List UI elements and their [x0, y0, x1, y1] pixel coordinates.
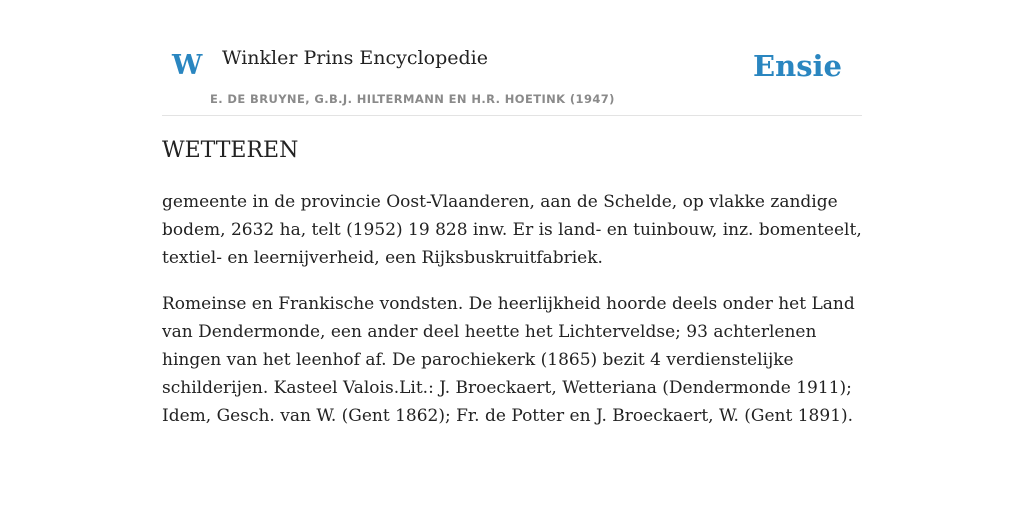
authors-line: E. DE BRUYNE, G.B.J. HILTERMANN EN H.R. HOETINK (1947) [210, 92, 615, 106]
header [162, 36, 862, 116]
book-logo[interactable]: W [172, 50, 203, 81]
article-headword: WETTEREN [162, 138, 299, 163]
book-title[interactable]: Winkler Prins Encyclopedie [222, 47, 488, 69]
article-paragraph: gemeente in de provincie Oost-Vlaanderen, aan de Schelde, op vlakke zandige bodem, 2632 ha, telt (1952) 19 828 inw. Er is land- en tuinbouw, inz. bomenteelt, textiel- en leernijverheid, een Rijksbuskruitfabriek. [162, 192, 862, 269]
article-paragraph: Romeinse en Frankische vondsten. De heerlijkheid hoorde deels onder het Land van Dendermonde, een ander deel heette het Lichterveldse; 93 achterlenen hingen van het leenhof af. De parochiekerk (1865) bezit 4 verdienstelijke schilderijen. Kasteel Valois.Lit.: J. Broeckaert, Wetteriana (Dendermonde 1911); Idem, Gesch. van W. (Gent 1862); Fr. de Potter en J. Broeckaert, W. (Gent 1891). [162, 294, 855, 427]
ensie-logo-link[interactable]: Ensie [753, 49, 842, 83]
article [162, 138, 862, 448]
